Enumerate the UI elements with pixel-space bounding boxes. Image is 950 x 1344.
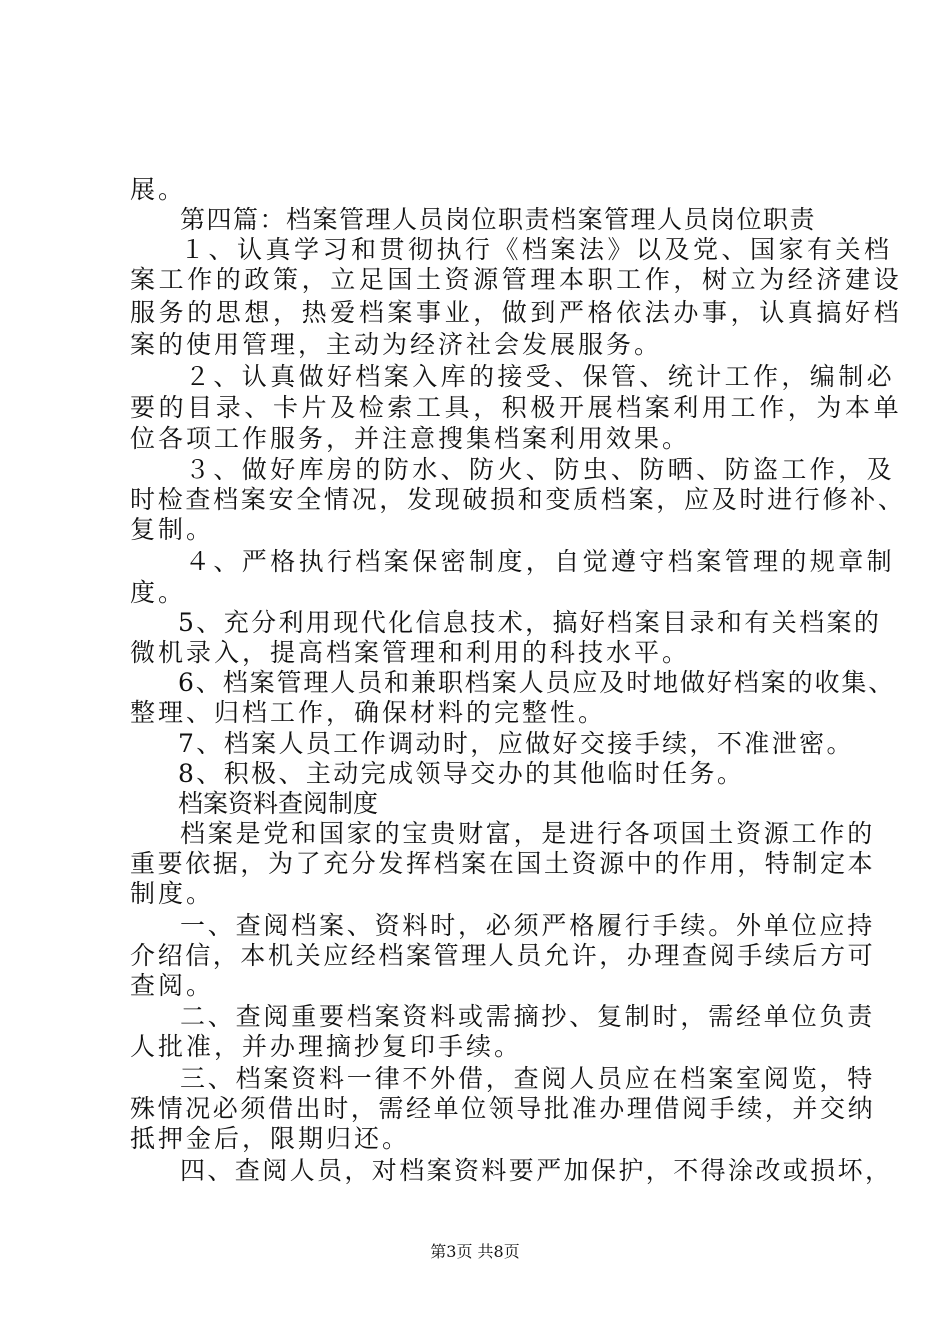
text-line: 重要依据，为了充分发挥档案在国土资源中的作用，特制定本 (130, 849, 876, 878)
text-line: 8、积极、主动完成领导交办的其他临时任务。 (178, 759, 745, 788)
text-line: 微机录入，提高档案管理和利用的科技水平。 (130, 638, 691, 667)
text-line: 5、充分利用现代化信息技术，搞好档案目录和有关档案的 (178, 608, 882, 637)
text-line: 6、档案管理人员和兼职档案人员应及时地做好档案的收集、 (178, 668, 896, 697)
text-line: 位各项工作服务，并注意搜集档案利用效果。 (130, 424, 691, 453)
text-line: 查阅。 (130, 971, 215, 1000)
text-line: 抵押金后，限期归还。 (130, 1124, 411, 1153)
text-line: 展。 (130, 175, 187, 204)
text-line: ３、做好库房的防水、防火、防虫、防晒、防盗工作，及 (185, 455, 896, 484)
section-heading: 档案资料查阅制度 (178, 789, 379, 818)
text-line: 一、查阅档案、资料时，必须严格履行手续。外单位应持 (180, 911, 876, 940)
text-line: 7、档案人员工作调动时，应做好交接手续，不准泄密。 (178, 729, 854, 758)
text-line: 时检查档案安全情况，发现破损和变质档案，应及时进行修补、 (130, 485, 906, 514)
text-line: 案工作的政策，立足国土资源管理本职工作，树立为经济建设 (130, 265, 903, 294)
text-line: 要的目录、卡片及检索工具，积极开展档案利用工作，为本单 (130, 393, 903, 422)
text-line: 二、查阅重要档案资料或需摘抄、复制时，需经单位负责 (180, 1002, 876, 1031)
text-line: 殊情况必须借出时，需经单位领导批准办理借阅手续，并交纳 (130, 1094, 876, 1123)
text-line: 四、查阅人员，对档案资料要严加保护，不得涂改或损坏， (180, 1156, 893, 1185)
text-line: 度。 (130, 578, 187, 607)
text-line: ２、认真做好档案入库的接受、保管、统计工作，编制必 (185, 362, 896, 391)
text-line: ４、严格执行档案保密制度，自觉遵守档案管理的规章制 (185, 547, 896, 576)
text-line: 整理、归档工作，确保材料的完整性。 (130, 698, 607, 727)
section-heading: 第四篇：档案管理人员岗位职责档案管理人员岗位职责 (180, 205, 817, 234)
text-line: 三、档案资料一律不外借，查阅人员应在档案室阅览，特 (180, 1064, 876, 1093)
text-line: 介绍信，本机关应经档案管理人员允许，办理查阅手续后方可 (130, 941, 876, 970)
text-line: 档案是党和国家的宝贵财富，是进行各项国土资源工作的 (180, 819, 876, 848)
text-line: 人批准，并办理摘抄复印手续。 (130, 1032, 523, 1061)
text-line: 制度。 (130, 879, 215, 908)
text-line: 服务的思想，热爱档案事业，做到严格依法办事，认真搞好档 (130, 298, 903, 327)
text-line: 案的使用管理，主动为经济社会发展服务。 (130, 330, 663, 359)
text-line: １、认真学习和贯彻执行《档案法》以及党、国家有关档 (180, 235, 893, 264)
page-footer: 第3页 共8页 (430, 1242, 520, 1261)
text-line: 复制。 (130, 515, 215, 544)
